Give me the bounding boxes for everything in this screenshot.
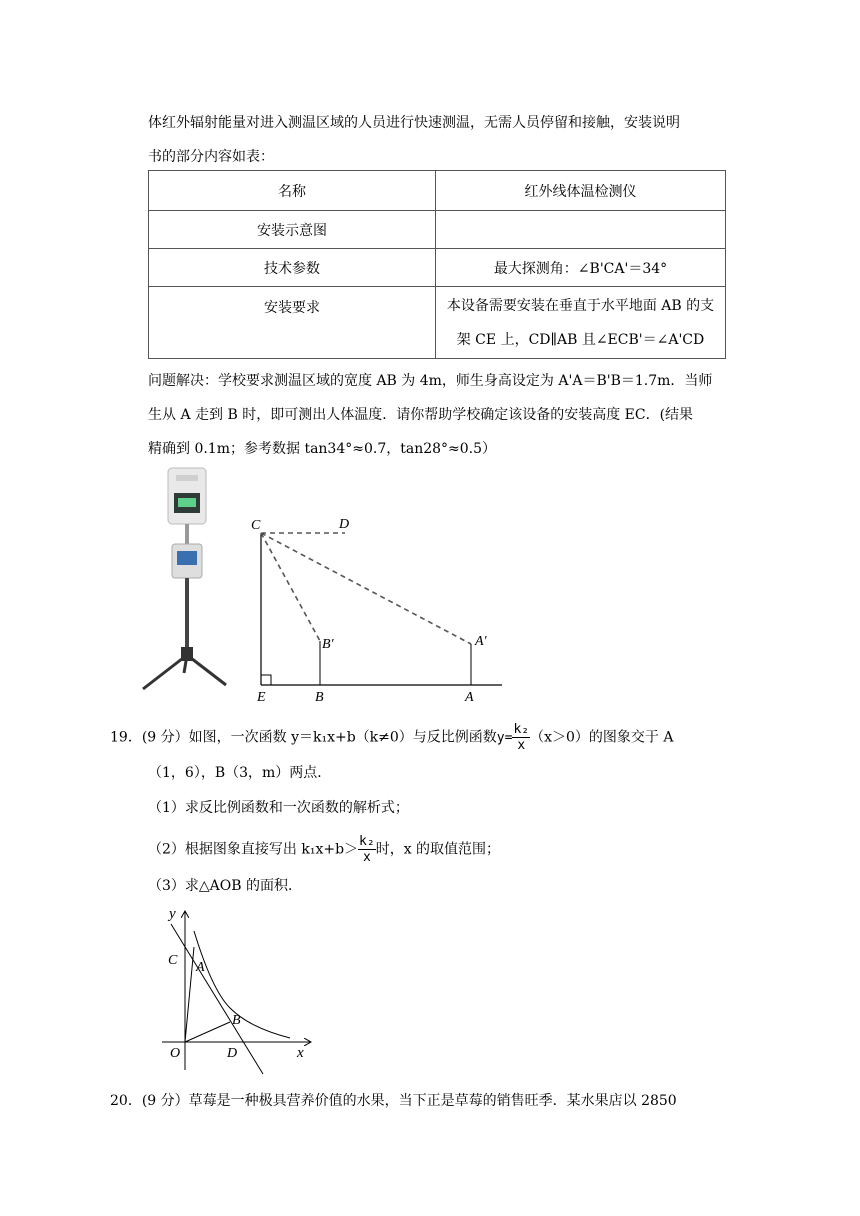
geometry-diagram: [251, 517, 502, 705]
cell-diagram-label: 安装示意图: [149, 211, 436, 249]
axis-label-y: y: [169, 906, 176, 922]
table-row: [149, 287, 726, 359]
label-A: A: [196, 960, 205, 975]
cell-name-value: 红外线体温检测仪: [436, 171, 726, 211]
cell-diagram-value: [436, 211, 726, 249]
spec-table: [148, 170, 726, 359]
q19-fx-prefix: y=: [496, 730, 513, 746]
cell-req-value: [436, 287, 726, 359]
label-D: D: [227, 1046, 238, 1061]
label-B: B: [315, 690, 324, 705]
q19-sub2-pre: （2）根据图象直接写出 k₁x+b＞: [148, 841, 359, 858]
problem-line-3: 精确到 0.1m；参考数据 tan34°≈0.7，tan28°≈0.5）: [148, 441, 497, 457]
q19-sub2-num: k₂: [359, 834, 375, 849]
cell-req-label: 安装要求: [149, 287, 436, 359]
q19-sub2-fraction: [358, 834, 376, 865]
label-A: A: [465, 690, 474, 705]
q19-fx-den: x: [517, 738, 526, 753]
thermometer-device-image: [143, 468, 226, 689]
q19-tail: 的图象交于 A: [588, 729, 674, 746]
req-line-2: 架 CE 上，CD∥AB 且∠ECB'＝∠A'CD: [456, 331, 705, 348]
q19-line-1: [110, 722, 673, 753]
label-A-prime: A′: [475, 634, 487, 649]
q19-line-2: （1，6），B（3，m）两点．: [148, 765, 332, 781]
label-B-prime: B′: [322, 637, 334, 652]
label-B: B: [232, 1013, 241, 1028]
problem-line-2: 生从 A 走到 B 时，即可测出人体温度．请你帮助学校确定该设备的安装高度 EC．(结果: [148, 407, 694, 423]
q19-sub1: （1）求反比例函数和一次函数的解析式；: [148, 800, 409, 816]
q19-head: 19．(9 分）如图，一次函数 y＝k₁x+b（k≠0）与反比例函数: [110, 729, 497, 746]
intro-line-2: 书的部分内容如表：: [148, 149, 274, 165]
label-C: C: [251, 518, 261, 533]
q19-sub2-post: 时，x 的取值范围；: [375, 841, 501, 858]
q19-sub2: [148, 834, 500, 865]
q19-fraction: [512, 722, 530, 753]
table-row: [149, 211, 726, 249]
intro-line-1: 体红外辐射能量对进入测温区域的人员进行快速测温，无需人员停留和接触，安装说明: [148, 115, 680, 131]
cell-param-value: 最大探测角：∠B'CA'＝34°: [436, 249, 726, 287]
table-row: [149, 171, 726, 211]
label-D: D: [339, 517, 350, 532]
figure-function-graph: [150, 900, 320, 1075]
q20-line-1: 20．(9 分）草莓是一种极具营养价值的水果，当下正是草莓的销售旺季．某水果店以 2850: [110, 1093, 677, 1109]
problem-line-1: 问题解决：学校要求测温区域的宽度 AB 为 4m，师生身高设定为 A'A＝B'B＝1.7m．当师: [148, 373, 713, 389]
figure-thermometer: [140, 465, 520, 705]
req-line-1: 本设备需要安装在垂直于水平地面 AB 的支: [446, 297, 715, 314]
cell-name-label: 名称: [149, 171, 436, 211]
cell-param-label: 技术参数: [149, 249, 436, 287]
label-E: E: [257, 690, 266, 705]
table-row: [149, 249, 726, 287]
q19-fx-num: k₂: [513, 722, 530, 737]
axis-label-x: x: [297, 1045, 304, 1061]
label-C: C: [168, 953, 178, 968]
q19-fx-cond: （x＞0）: [530, 729, 589, 746]
label-O: O: [170, 1046, 181, 1061]
q19-sub3: （3）求△AOB 的面积．: [148, 878, 302, 894]
q19-sub2-den: x: [362, 850, 371, 865]
